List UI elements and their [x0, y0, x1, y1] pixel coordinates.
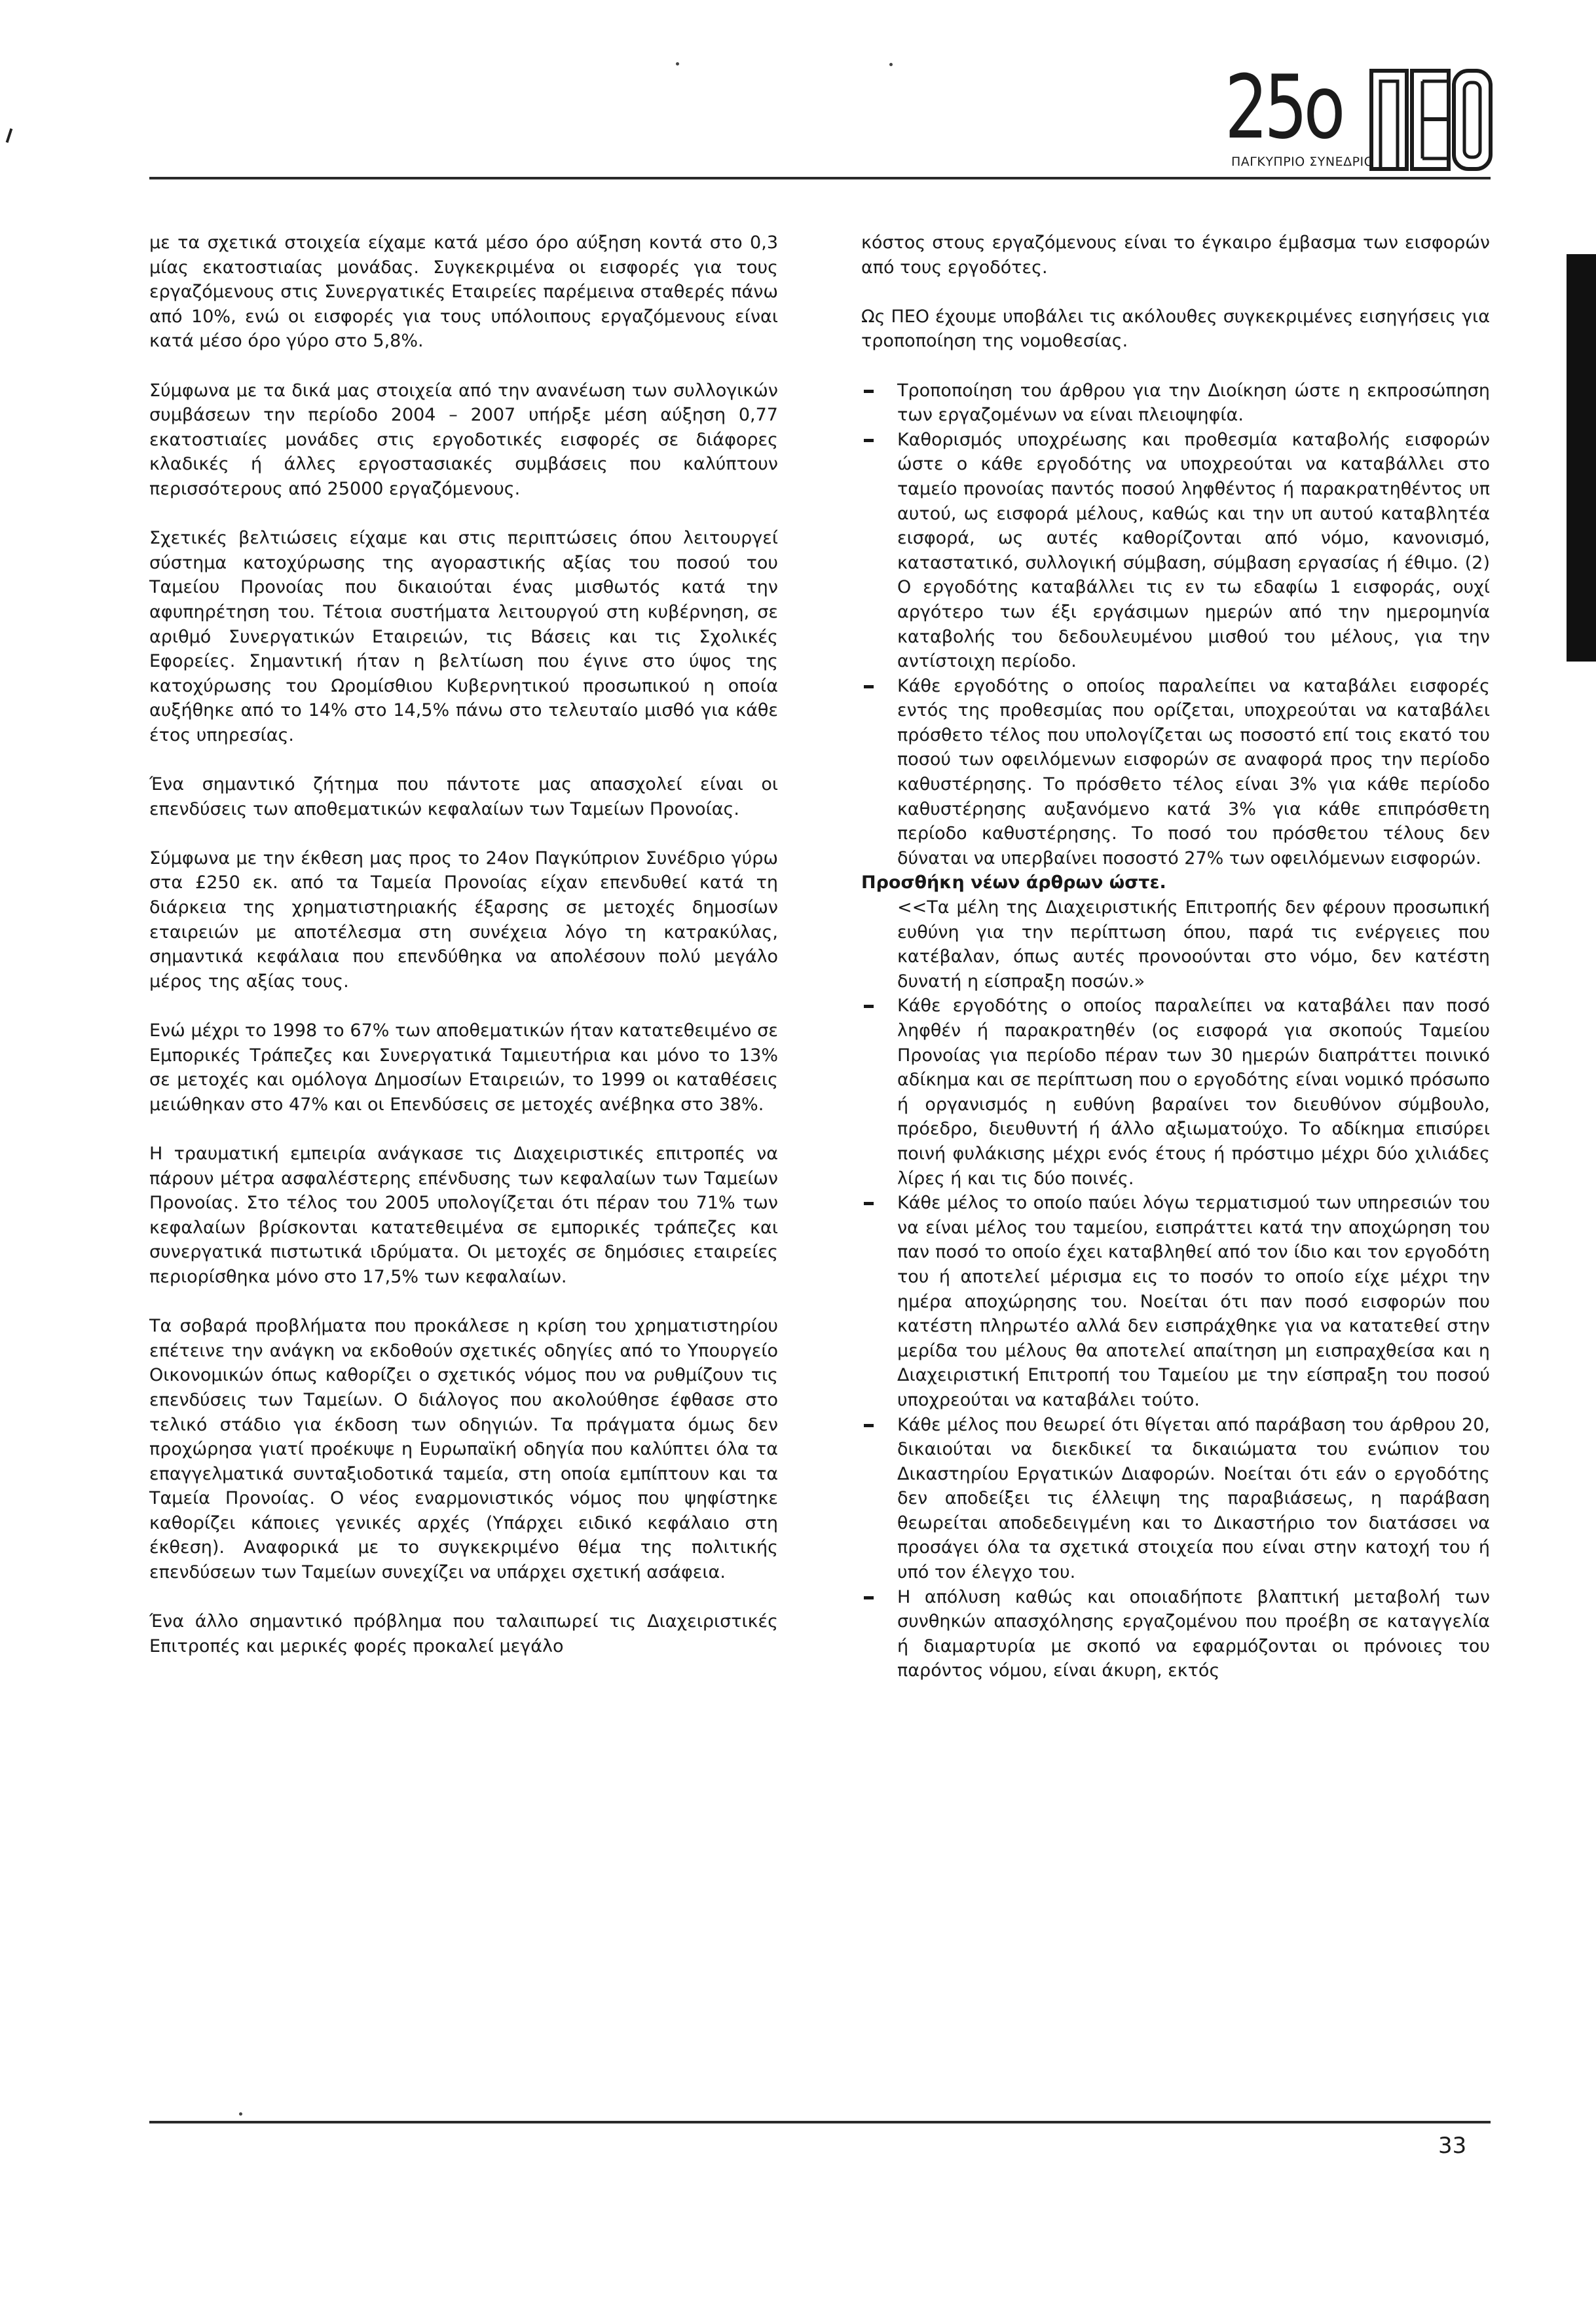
logo-letter-pi-inner: [1381, 81, 1398, 169]
paragraph: Τα σοβαρά προβλήματα που προκάλεσε η κρίση του χρηματιστηρίου επέτεινε την ανάγκη να εκδοθούν σχετικές οδηγίες από το Υπουργείο Οικονομικών όπως καθορίζει ο σχετικός νόμος που να ρυθμίζουν τις επενδύσεις των Ταμείων. Ο διάλογος που ακολούθησε έφθασε στο τελικό στάδιο για έκδοση των οδηγιών. Τα πράγματα όμως δεν προχώρησα γιατί προέκυψε η Ευρωπαϊκή οδηγία που καλύπτει όλα τα επαγγελματικά συνταξιοδοτικά ταμεία, στη οποία εμπίπτουν και τα Ταμεία Προνοίας. Ο νέος εναρμονιστικός νόμος που ψηφίστηκε καθορίζει κάποιες γενικές αρχές (Υπάρχει ειδικό κεφάλαιο στη έκθεση). Αναφορικά με το συγκεκριμένο θέμα της πολιτικής επενδύσεων των Ταμείων συνεχίζει να υπάρχει σχετική ασάφεια.: [149, 1316, 778, 1583]
list-item: Κάθε μέλος που θεωρεί ότι θίγεται από παράβαση του άρθρου 20, δικαιούται να διεκδικεί τα δικαιώματα του ενώπιον του Δικαστηρίου Εργατικών Διαφορών. Νοείται ότι εάν ο εργοδότης δεν αποδείξει τις έλλειψη της παραβιάσεως, η παράβαση θεωρείται αποδεδειγμένη και το Δικαστήριο τον διατάσσει να προσάγει όλα τα σχετικά στοιχεία που είναι στην κατοχή του ή υπό τον έλεγχο του.: [861, 1413, 1490, 1585]
paragraph: Σχετικές βελτιώσεις είχαμε και στις περιπτώσεις όπου λειτουργεί σύστημα κατοχύρωσης της αγοραστικής αξίας του ποσού του Ταμείου Προνοίας που δικαιούται ένας μισθωτός κατά την αφυπηρέτηση του. Τέτοια συστήματα λειτουργού στη κυβέρνηση, σε αριθμό Συνεργατικών Εταιρειών, τις Βάσεις και τις Σχολικές Εφορείες. Σημαντική ήταν η βελτίωση που έγινε στο ύψος της κατοχύρωσης του Ωρομίσθιου Κυβερνητικού προσωπικού η οποία αυξήθηκε από το 14% στο 14,5% πάνω στο τελευταίο μισθό για κάθε έτος υπηρεσίας.: [149, 528, 778, 745]
logo-letter-pi-outline: [1371, 71, 1407, 169]
logo-letter-omicron-outline: [1454, 71, 1491, 169]
margin-tick-mark: [6, 128, 13, 143]
paragraph: Ένα σημαντικό ζήτημα που πάντοτε μας απασχολεί είναι οι επενδύσεις των αποθεματικών κεφαλαίων των Ταμείων Προνοίας.: [149, 774, 778, 819]
list-item: Κάθε εργοδότης ο οποίος παραλείπει να καταβάλει παν ποσό ληφθέν ή παρακρατηθέν (ος εισφορά για σκοπούς Ταμείου Προνοίας για περίοδο πέραν των 30 ημερών διαπράττει ποινικό αδίκημα και σε περίπτωση που ο εργοδότης είναι νομικό πρόσωπο ή οργανισμός η ευθύνη βαραίνει τον διευθύνον σύμβουλο, πρόεδρο, διευθυντή ή άλλο αξιωματούχο. Το αδίκημα επισύρει ποινή φυλάκισης μέχρι ενός έτους ή πρόστιμο μέχρι δύο χιλιάδες λίρες ή και τις δύο ποινές.: [861, 994, 1490, 1191]
paragraph: Ένα άλλο σημαντικό πρόβλημα που ταλαιπωρεί τις Διαχειριστικές Επιτροπές και μερικές φορές προκαλεί μεγάλο: [149, 1611, 778, 1656]
paragraph: Ως ΠΕΟ έχουμε υποβάλει τις ακόλουθες συγκεκριμένες εισηγήσεις για τροποποίηση της νομοθεσίας.: [861, 306, 1490, 352]
left-column: [149, 231, 778, 1683]
paragraph: κόστος στους εργαζόμενους είναι το έγκαιρο έμβασμα των εισφορών από τους εργοδότες.: [861, 233, 1490, 278]
logo-letters-graphic: [1369, 59, 1493, 174]
proposal-list: [861, 379, 1490, 871]
paragraph: Η τραυματική εμπειρία ανάγκασε τις Διαχειριστικές επιτροπές να πάρουν μέτρα ασφαλέστερης επένδυσης των κεφαλαίων των Ταμείων Προνοίας. Στο τέλος του 2005 υπολογίζεται ότι πέραν του 71% των κεφαλαίων βρίσκονται κατατεθειμένα σε εμπορικές τράπεζες και συνεργατικά πιστωτικά ιδρύματα. Οι μετοχές σε δημόσιες εταιρείες περιορίσθηκα μόνο στο 17,5% των κεφαλαίων.: [149, 1143, 778, 1287]
list-item: Η απόλυση καθώς και οποιαδήποτε βλαπτική μεταβολή των συνθηκών απασχόλησης εργαζομένου που προέβη σε καταγγελία ή διαμαρτυρία με σκοπό να εφαρμόζονται οι πρόνοιες του παρόντος νόμου, είναι άκυρη, εκτός: [861, 1585, 1490, 1683]
scan-dot: [889, 63, 893, 66]
paragraph: Σύμφωνα με την έκθεση μας προς το 24ον Παγκύπριον Συνέδριο γύρω στα £250 εκ. από τα Ταμεία Προνοίας είχαν επενδυθεί κατά τη διάρκεια της χρηματιστηριακής έξαρσης σε μετοχές δημοσίων εταιρειών με αποτέλεσμα στη συνέχεια λόγο τη κατρακύλας, σημαντικά κεφάλαια που επενδύθηκα να απολέσουν πολύ μεγάλο μέρος της αξίας τους.: [149, 848, 778, 992]
logo-number: 25ο: [1225, 56, 1342, 159]
list-item: Τροποποίηση του άρθρου για την Διοίκηση ώστε η εκπροσώπηση των εργαζομένων να είναι πλειοψηφία.: [861, 379, 1490, 428]
logo-letter-omicron-inner: [1464, 83, 1480, 157]
paragraph: Σύμφωνα με τα δικά μας στοιχεία από την ανανέωση των συλλογικών συμβάσεων την περίοδο 2004 – 2007 υπήρξε μέση αύξηση 0,77 εκατοστιαίες μονάδες στις εργοδοτικές εισφορές σε διάφορες κλαδικές ή άλλες εργοστασιακές συμβάσεις που καλύπτουν περισσότερους από 25000 εργαζόμενους.: [149, 380, 778, 499]
list-item: Κάθε εργοδότης ο οποίος παραλείπει να καταβάλει εισφορές εντός της προθεσμίας που ορίζεται, υποχρεούται να καταβάλει πρόσθετο τέλος που υπολογίζεται ως ποσοστό επί τοις εκατό του ποσού των οφειλόμενων εισφορών σε αναφορά προς την περίοδο καθυστέρησης. Το πρόσθετο τέλος είναι 3% για κάθε περίοδο καθυστέρησης αυξανόμενο κατά 3% για κάθε επιπρόσθετη περίοδο καθυστέρησης. Το ποσό του πρόσθετου τέλους δεν δύναται να υπερβαίνει ποσοστό 27% των οφειλόμενων εισφορών.: [861, 674, 1490, 871]
section-heading: Προσθήκη νέων άρθρων ώστε.: [861, 872, 1166, 893]
footer-rule: [149, 2121, 1491, 2123]
congress-logo: [1225, 56, 1493, 174]
list-item: Κάθε μέλος το οποίο παύει λόγω τερματισμού των υπηρεσιών του να είναι μέλος του ταμείου, εισπράττει κατά την αποχώρηση του παν ποσό το οποίο έχει καταβληθεί από τον ίδιο και τον εργοδότη του ή αποτελεί μέρισμα εις το ποσόν το οποίο είχε μέχρι την ημέρα αποχώρησης του. Νοείται ότι παν ποσό εισφορών που κατέστη πληρωτέο αλλά δεν εισπράχθηκε για να κατατεθεί στην μερίδα του μέλους θα αποτελεί απαίτηση μη εισπραχθείσα και η Διαχειριστική Επιτροπή του Ταμείου με την είσπραξη του ποσού υποχρεούται να καταβάλει τούτο.: [861, 1191, 1490, 1412]
page-number: 33: [1438, 2133, 1467, 2159]
paragraph: με τα σχετικά στοιχεία είχαμε κατά μέσο όρο αύξηση κοντά στο 0,3 μίας εκατοστιαίας μονάδας. Συγκεκριμένα οι εισφορές για τους εργαζόμενους στις Συνεργατικές Εταιρείες παρέμεινα σταθερές πάνω από 10%, ενώ οι εισφορές για τους υπόλοιπους εργαζόμενους είναι κατά μέσο όρο γύρο στο 5,8%.: [149, 233, 778, 352]
quoted-article: <<Τα μέλη της Διαχειριστικής Επιτροπής δεν φέρουν προσωπική ευθύνη για την περίπτωση όπου, παρά τις ενέργειες που κατέβαλαν, όπως αυτές προνοούνται στο νόμο, δεν κατέστη δυνατή η είσπραξη ποσών.»: [897, 897, 1490, 992]
proposal-list: [861, 895, 1490, 1683]
list-item: Καθορισμός υποχρέωσης και προθεσμία καταβολής εισφορών ώστε ο κάθε εργοδότης να υποχρεούται να καταβάλλει στο ταμείο προνοίας παντός ποσού ληφθέντος ή παρακρατηθέντος υπ αυτού, ως εισφορά μέλους, καθώς και την υπ αυτού καταβλητέα εισφορά, ως αυτές καθορίζονται από νόμο, κανονισμό, καταστατικό, συλλογική σύμβαση, σύμβαση εργασίας ή έθιμο. (2) Ο εργοδότης καταβάλλει τις εν τω εδαφίω 1 εισφοράς, ουχί αργότερο των έξι εργάσιμων ημερών από την ημερομηνία καταβολής του δεδουλευμένου μισθού του μέλους, για την αντίστοιχη περίοδο.: [861, 428, 1490, 674]
logo-subtitle: ΠΑΓΚΥΠΡΙΟ ΣΥΝΕΔΡΙΟ: [1231, 155, 1375, 169]
scan-dot: [676, 62, 679, 65]
section-edge-marker: [1567, 254, 1596, 662]
paragraph: Ενώ μέχρι το 1998 το 67% των αποθεματικών ήταν κατατεθειμένο σε Εμπορικές Τράπεζες και Συνεργατικά Ταμιευτήρια και μόνο το 13% σε μετοχές και ομόλογα Δημοσίων Εταιρειών, το 1999 οι καταθέσεις μειώθηκαν στο 47% και οι Επενδύσεις σε μετοχές ανέβηκα στο 38%.: [149, 1020, 778, 1115]
scan-dot: [239, 2112, 242, 2116]
right-column: [861, 231, 1490, 1683]
header-rule: [149, 177, 1491, 179]
